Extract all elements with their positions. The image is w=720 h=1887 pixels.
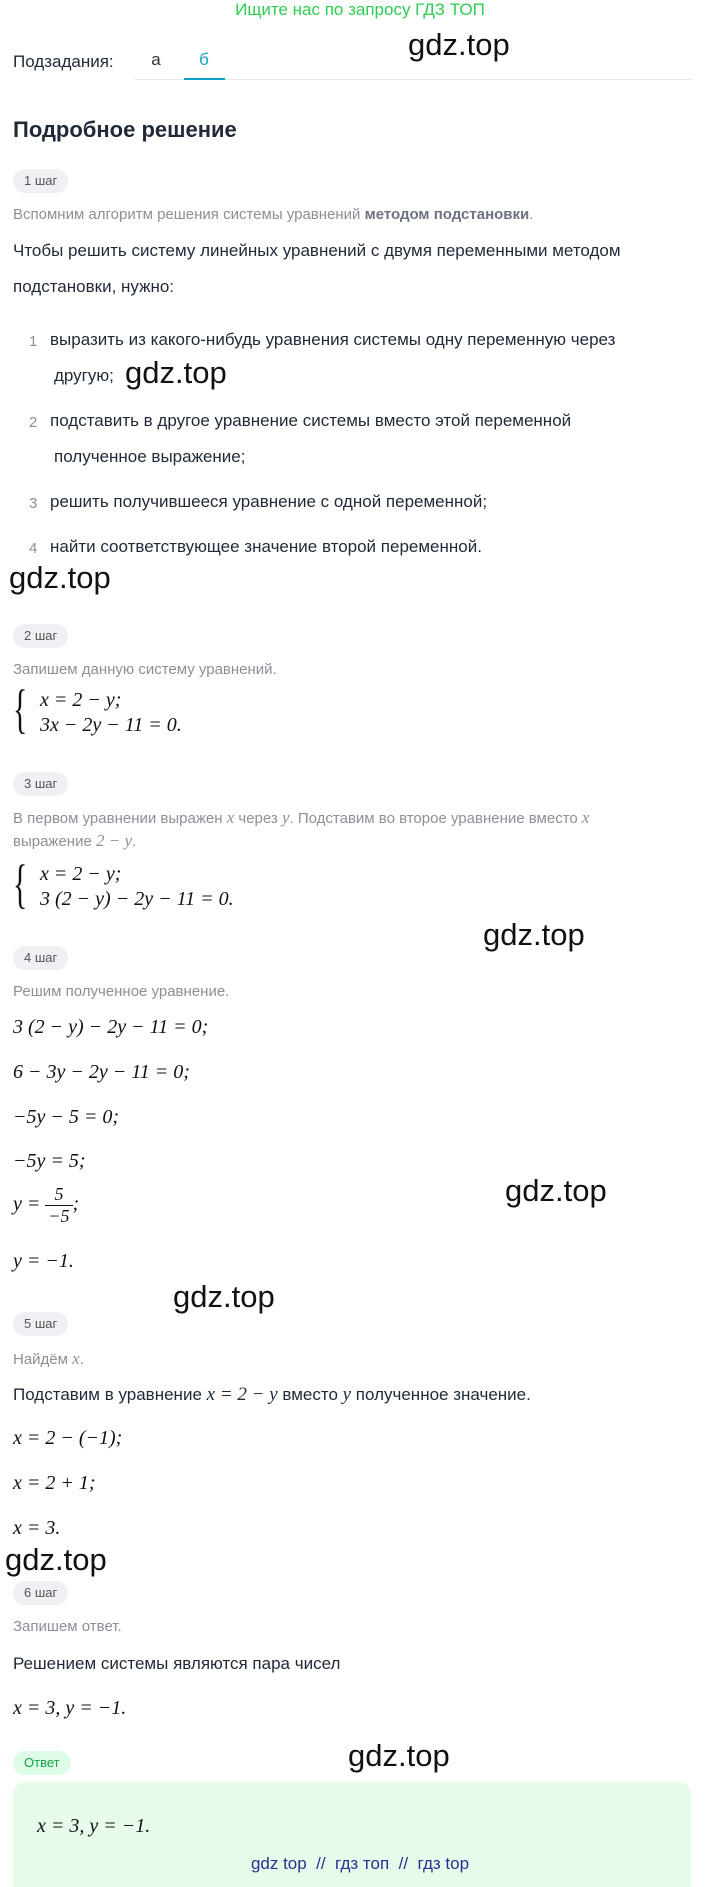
equation: x = 2 − (−1); (13, 1427, 123, 1449)
equation: −5y = 5; (13, 1150, 86, 1172)
list-item: решить получившееся уравнение с одной переменной; (50, 492, 488, 511)
system-brace: { (13, 854, 28, 914)
answer-badge: Ответ (13, 1751, 71, 1775)
tab-a[interactable]: а (151, 50, 161, 69)
step-hint: В первом уравнении выражен x через y. Подставим во второе уравнение вместо x (13, 808, 590, 827)
step-badge: 1 шаг (13, 169, 68, 193)
step-badge: 3 шаг (13, 772, 68, 796)
watermark: gdz.top (348, 1738, 450, 1773)
step-text: Подставим в уравнение x = 2 − y вместо y полученное значение. (13, 1384, 531, 1405)
step-badge: 6 шаг (13, 1581, 68, 1605)
list-number: 2 (29, 414, 38, 431)
top-banner: Ищите нас по запросу ГДЗ ТОП (235, 0, 485, 19)
step-hint: Вспомним алгоритм решения системы уравнений методом подстановки. (13, 206, 534, 223)
subtasks-label: Подзадания: (13, 52, 114, 71)
watermark: gdz.top (173, 1279, 275, 1314)
equation: x = 2 − y; (40, 689, 122, 711)
active-tab-indicator (184, 78, 225, 80)
system-brace: { (13, 679, 28, 739)
tab-b[interactable]: б (199, 50, 209, 69)
step-badge: 2 шаг (13, 624, 68, 648)
watermark: gdz.top (408, 27, 510, 62)
equation: −5y − 5 = 0; (13, 1106, 120, 1128)
step-text: Чтобы решить систему линейных уравнений с двумя переменными методом (13, 241, 621, 260)
equation: 3x − 2y − 11 = 0. (40, 714, 182, 736)
watermark: gdz.top (9, 560, 111, 595)
section-title: Подробное решение (13, 117, 237, 142)
equation: y = −1. (13, 1250, 74, 1272)
fraction: $\frac{5}{-5}$ (45, 1184, 72, 1227)
list-item: другую; (54, 366, 114, 385)
list-item: выразить из какого-нибудь уравнения системы одну переменную через (50, 330, 616, 349)
step-hint: Найдём x. (13, 1349, 84, 1368)
watermark: gdz.top (483, 917, 585, 952)
watermark: gdz.top (5, 1542, 107, 1577)
footer: gdz top // гдз топ // гдз top (250, 1854, 470, 1873)
equation: x = 2 − y; (40, 863, 122, 885)
list-number: 3 (29, 495, 38, 512)
step-hint: Запишем ответ. (13, 1618, 122, 1635)
step-badge: 5 шаг (13, 1312, 68, 1336)
step-hint: Запишем данную систему уравнений. (13, 661, 277, 678)
list-item: полученное выражение; (54, 447, 246, 466)
watermark: gdz.top (125, 355, 227, 390)
step-hint: выражение 2 − y. (13, 831, 137, 850)
equation: 6 − 3y − 2y − 11 = 0; (13, 1061, 190, 1083)
equation: x = 3. (13, 1517, 61, 1539)
list-item: найти соответствующее значение второй переменной. (50, 537, 482, 556)
list-item: подставить в другое уравнение системы вместо этой переменной (50, 411, 572, 430)
watermark: gdz.top (505, 1173, 607, 1208)
step-text: Решением системы являются пара чисел (13, 1654, 341, 1673)
list-number: 4 (29, 540, 38, 557)
equation: 3 (2 − y) − 2y − 11 = 0; (13, 1016, 209, 1038)
step-badge: 4 шаг (13, 946, 68, 970)
equation: x = 3, y = −1. (13, 1697, 127, 1719)
equation: 3 (2 − y) − 2y − 11 = 0. (40, 888, 234, 910)
equation: x = 2 + 1; (13, 1472, 96, 1494)
step-hint: Решим полученное уравнение. (13, 983, 230, 1000)
step-text: подстановки, нужно: (13, 277, 175, 296)
list-number: 1 (29, 333, 38, 350)
fraction-equation: y = $\frac{5}{-5}$ ; (13, 1184, 80, 1226)
answer-value: x = 3, y = −1. (37, 1815, 151, 1837)
